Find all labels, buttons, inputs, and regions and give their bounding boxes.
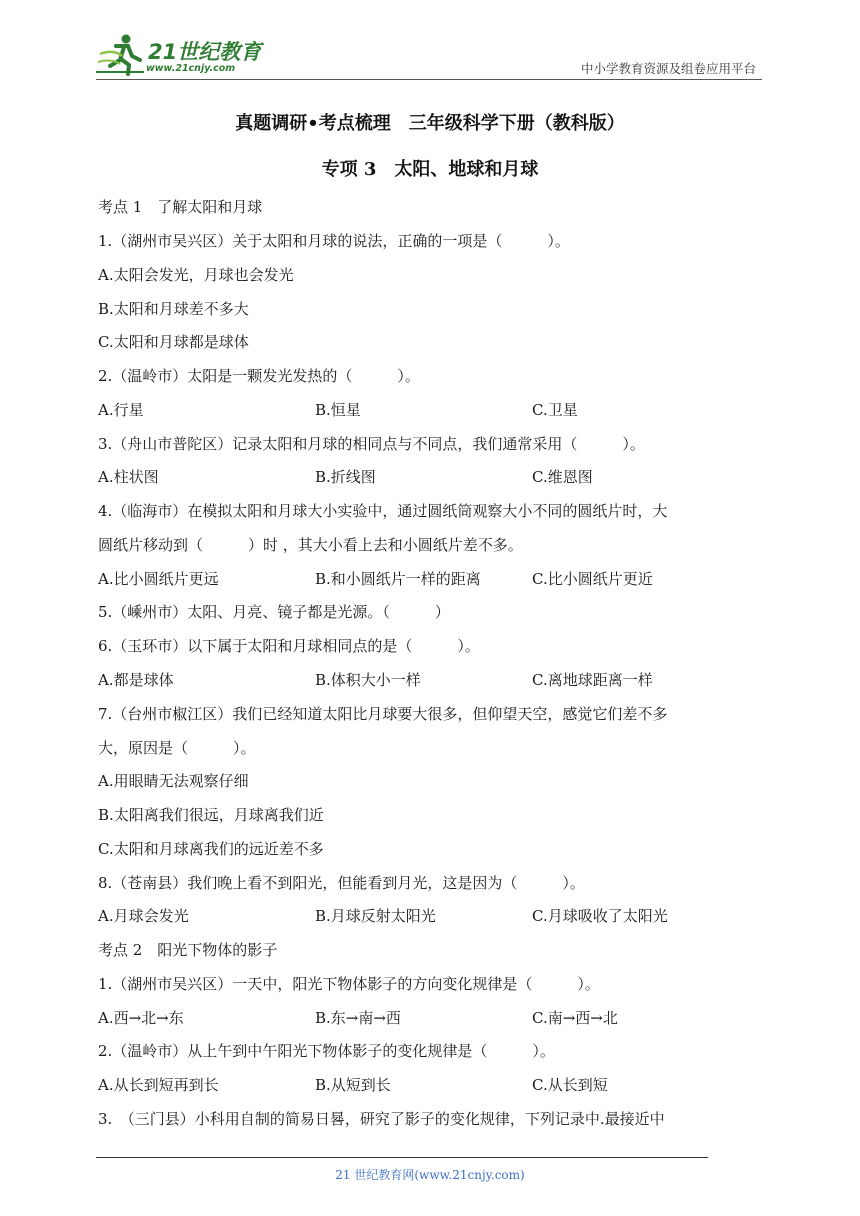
option-a: A.行星 — [98, 401, 144, 419]
option-text: C.太阳和月球都是球体 — [98, 333, 249, 351]
question-text: 8.（苍南县）我们晚上看不到阳光，但能看到月光，这是因为（ ）。 — [98, 874, 585, 892]
question-text: 圆纸片移动到（ ）时 ，其大小看上去和小圆纸片差不多。 — [98, 536, 523, 554]
option-text: B.太阳和月球差不多大 — [98, 300, 249, 318]
logo-text: 21世纪教育 — [148, 40, 262, 64]
question-text: 3.（舟山市普陀区）记录太阳和月球的相同点与不同点，我们通常采用（ ）。 — [98, 435, 645, 453]
header-platform-text: 中小学教育资源及组卷应用平台 — [580, 61, 756, 76]
option-c: C.卫星 — [532, 401, 578, 419]
option-b: B.月球反射太阳光 — [315, 907, 436, 925]
question-text: 1.（湖州市吴兴区）一天中，阳光下物体影子的方向变化规律是（ ）。 — [98, 975, 600, 993]
option-text: C.太阳和月球离我们的远近差不多 — [98, 840, 324, 858]
option-b: B.恒星 — [315, 401, 361, 419]
question-text: 5.（嵊州市）太阳、月亮、镜子都是光源。（ ） — [98, 603, 450, 621]
option-c: C.月球吸收了太阳光 — [532, 907, 668, 925]
question-text: 2.（温岭市）太阳是一颗发光发热的（ ）。 — [98, 367, 420, 385]
option-a: A.从长到短再到长 — [98, 1076, 219, 1094]
option-c: C.离地球距离一样 — [532, 671, 653, 689]
option-c: C.南→西→北 — [532, 1009, 618, 1027]
option-b: B.体积大小一样 — [315, 671, 421, 689]
question-text: 大，原因是（ ）。 — [98, 739, 256, 757]
option-text: A.太阳会发光，月球也会发光 — [98, 266, 294, 284]
option-b: B.折线图 — [315, 468, 376, 486]
topic-heading: 考点 2 阳光下物体的影子 — [98, 941, 278, 959]
option-a: A.比小圆纸片更远 — [98, 570, 219, 588]
option-c: C.比小圆纸片更近 — [532, 570, 653, 588]
runner-logo-icon — [96, 32, 148, 76]
option-b: B.东→南→西 — [315, 1009, 401, 1027]
option-a: A.西→北→东 — [98, 1009, 184, 1027]
option-c: C.从长到短 — [532, 1076, 608, 1094]
topic-heading: 考点 1 了解太阳和月球 — [98, 198, 263, 216]
page-header — [96, 30, 762, 82]
footer-link[interactable]: 21 世纪教育网(www.21cnjy.com) — [335, 1168, 525, 1182]
option-b: B.和小圆纸片一样的距离 — [315, 570, 481, 588]
section-title: 专项 3 太阳、地球和月球 — [321, 159, 539, 180]
question-text: 6.（玉环市）以下属于太阳和月球相同点的是（ ）。 — [98, 637, 480, 655]
option-a: A.柱状图 — [98, 468, 159, 486]
option-a: A.月球会发光 — [98, 907, 189, 925]
header-divider — [96, 79, 762, 80]
logo-url: www.21cnjy.com — [146, 63, 236, 74]
logo — [96, 32, 266, 76]
question-text: 4.（临海市）在模拟太阳和月球大小实验中，通过圆纸筒观察大小不同的圆纸片时，大 — [98, 502, 668, 520]
option-b: B.从短到长 — [315, 1076, 391, 1094]
option-text: B.太阳离我们很远，月球离我们近 — [98, 806, 324, 824]
question-text: 1.（湖州市吴兴区）关于太阳和月球的说法，正确的一项是（ ）。 — [98, 232, 570, 250]
option-text: A.用眼睛无法观察仔细 — [98, 772, 249, 790]
question-text: 3. （三门县）小科用自制的简易日晷，研究了影子的变化规律，下列记录中.最接近中 — [98, 1110, 665, 1128]
question-text: 7.（台州市椒江区）我们已经知道太阳比月球要大很多，但仰望天空，感觉它们差不多 — [98, 705, 668, 723]
option-c: C.维恩图 — [532, 468, 593, 486]
footer-divider — [96, 1157, 708, 1158]
document-title: 真题调研•考点梳理 三年级科学下册（教科版） — [235, 113, 625, 134]
option-a: A.都是球体 — [98, 671, 174, 689]
question-text: 2.（温岭市）从上午到中午阳光下物体影子的变化规律是（ ）。 — [98, 1042, 555, 1060]
